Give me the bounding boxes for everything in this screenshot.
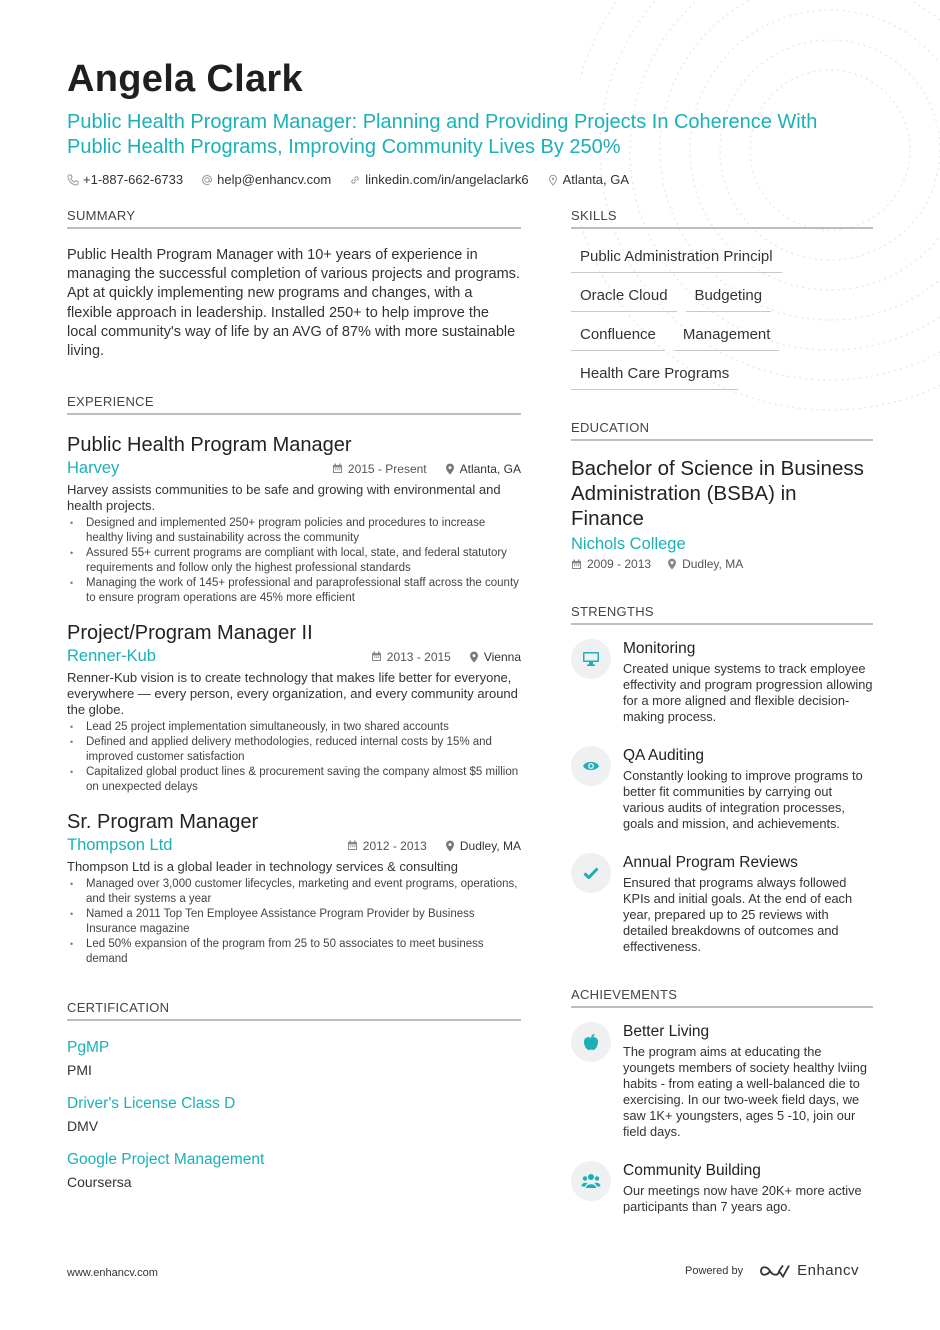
job-bullet: • Capitalized global product lines & procurement saving the company almost $5 million on unexpected delays bbox=[67, 765, 521, 795]
achievement-description: The program aims at educating the youngets members of society healthy lviing habits - from eating a well-balanced die to exercising. In our two-week field days, we saw 1K+ youngsters, ages 5 -10, join our field days. bbox=[623, 1044, 867, 1139]
skill-tag: Public Administration Principl bbox=[571, 241, 782, 273]
enhancv-logo-icon bbox=[759, 1263, 791, 1279]
job-dates: 2013 - 2015 bbox=[386, 649, 451, 664]
strength-title: QA Auditing bbox=[623, 747, 705, 764]
cert-issuer: DMV bbox=[67, 1118, 99, 1135]
summary-heading: SUMMARY bbox=[67, 208, 521, 229]
company-name: Thompson Ltd bbox=[67, 836, 173, 855]
job-bullet: • Led 50% expansion of the program from 25 to 50 associates to meet business demand bbox=[67, 937, 521, 967]
location-pin-icon bbox=[667, 558, 677, 570]
right-column bbox=[571, 208, 873, 1215]
strength-item bbox=[571, 639, 873, 725]
job-bullets bbox=[67, 877, 521, 967]
contact-location-text: Atlanta, GA bbox=[562, 172, 630, 187]
users-icon bbox=[571, 1161, 611, 1201]
degree: Bachelor of Science in Business Administration (BSBA) in Finance bbox=[571, 457, 864, 530]
footer-branding bbox=[685, 1262, 859, 1279]
job-entry bbox=[67, 809, 521, 967]
job-location: Dudley, MA bbox=[459, 838, 521, 853]
contact-location bbox=[547, 172, 629, 187]
summary-text: Public Health Program Manager with 10+ years of experience in managing the successful completion of various projects and programs. Apt at quickly implementing new programs and changes, with a flexible approach in leadership. Installed 250+ to help improve the local community's way of life by an AVG of 87% with more sustainable living. bbox=[67, 247, 520, 360]
candidate-headline: Public Health Program Manager: Planning and Providing Projects In Coherence With Public Health Programs, Improving Community Lives By 250% bbox=[67, 111, 818, 158]
location-pin-icon bbox=[469, 651, 479, 663]
calendar-icon bbox=[571, 559, 582, 570]
job-location: Vienna bbox=[483, 649, 521, 664]
job-title: Project/Program Manager II bbox=[67, 622, 313, 645]
strength-description: Created unique systems to track employee effectivity and program progression allowing for a more aligned and flexible decision-making process. bbox=[623, 661, 873, 724]
job-bullet: • Defined and applied delivery methodologies, reduced internal costs by 15% and improved customer satisfaction bbox=[67, 735, 521, 765]
job-bullet: • Assured 55+ current programs are compliant with local, state, and federal statutory requirements and follow only the highest professional standards bbox=[67, 546, 521, 576]
strength-description: Constantly looking to improve programs to better fit communities by carrying out various audits of integration processes, goals and mission, and achievements. bbox=[623, 768, 863, 831]
calendar-icon bbox=[347, 840, 358, 851]
contact-phone[interactable] bbox=[67, 172, 183, 187]
contact-phone-text: +1-887-662-6733 bbox=[83, 172, 184, 187]
strengths-heading: STRENGTHS bbox=[571, 604, 873, 625]
calendar-icon bbox=[332, 463, 343, 474]
location-pin-icon bbox=[445, 463, 455, 475]
experience-heading: EXPERIENCE bbox=[67, 394, 521, 415]
job-description: Harvey assists communities to be safe and growing with environmental and health projects. bbox=[67, 482, 501, 514]
job-bullets bbox=[67, 516, 521, 606]
skills-heading: SKILLS bbox=[571, 208, 873, 229]
monitor-icon bbox=[571, 639, 611, 679]
strengths-section bbox=[571, 604, 873, 955]
company-name: Harvey bbox=[67, 459, 120, 478]
footer-website[interactable]: www.enhancv.com bbox=[67, 1267, 158, 1279]
cert-item bbox=[67, 1094, 521, 1135]
achievement-description: Our meetings now have 20K+ more active participants than 7 years ago. bbox=[623, 1183, 862, 1214]
skills-list bbox=[571, 241, 873, 397]
job-dates: 2012 - 2013 bbox=[362, 838, 427, 853]
job-title: Sr. Program Manager bbox=[67, 811, 259, 834]
job-description: Renner-Kub vision is to create technology that makes life better for everyone, everywhere — every person, every organization, and every community around the globe. bbox=[67, 670, 518, 718]
cert-item bbox=[67, 1150, 521, 1191]
job-dates: 2015 - Present bbox=[347, 461, 427, 476]
skill-tag: Confluence bbox=[571, 319, 665, 351]
achievement-title: Better Living bbox=[623, 1023, 710, 1040]
certification-section bbox=[67, 1000, 521, 1191]
achievement-item bbox=[571, 1022, 873, 1140]
strength-item bbox=[571, 853, 873, 955]
cert-issuer: Coursersa bbox=[67, 1174, 132, 1191]
job-bullet: • Lead 25 project implementation simultaneously, in two shared accounts bbox=[67, 720, 521, 735]
skill-tag: Health Care Programs bbox=[571, 358, 738, 390]
skill-tag: Management bbox=[674, 319, 780, 351]
calendar-icon bbox=[371, 651, 382, 662]
job-bullet: • Managed over 3,000 customer lifecycles, marketing and event programs, operations, and their systems a year bbox=[67, 877, 521, 907]
eye-icon bbox=[571, 746, 611, 786]
link-icon bbox=[349, 174, 361, 186]
cert-item bbox=[67, 1038, 521, 1079]
contact-email[interactable] bbox=[201, 172, 331, 187]
location-pin-icon bbox=[547, 174, 559, 186]
checkmark-icon bbox=[571, 853, 611, 893]
candidate-name: Angela Clark bbox=[67, 58, 303, 100]
achievements-heading: ACHIEVEMENTS bbox=[571, 987, 873, 1008]
strength-description: Ensured that programs always followed KPIs and initial goals. At the end of each year, prepared up to 25 reviews with detailed breakdowns of outcomes and effectiveness. bbox=[623, 875, 853, 954]
education-section bbox=[571, 420, 873, 571]
resume-header bbox=[67, 58, 887, 187]
left-column bbox=[67, 208, 521, 1191]
job-title: Public Health Program Manager bbox=[67, 434, 352, 457]
job-bullet: • Named a 2011 Top Ten Employee Assistance Program Provider by Business Insurance magazine bbox=[67, 907, 521, 937]
cert-name: PgMP bbox=[67, 1039, 110, 1057]
strength-item bbox=[571, 746, 873, 832]
enhancv-logo[interactable] bbox=[759, 1262, 859, 1279]
powered-by-label: Powered by bbox=[685, 1264, 744, 1277]
cert-name: Google Project Management bbox=[67, 1151, 265, 1169]
contact-email-text: help@enhancv.com bbox=[217, 172, 332, 187]
cert-name: Driver's License Class D bbox=[67, 1095, 236, 1113]
phone-icon bbox=[67, 174, 79, 186]
skills-section bbox=[571, 208, 873, 397]
summary-section bbox=[67, 208, 521, 361]
location-pin-icon bbox=[445, 840, 455, 852]
contact-linkedin[interactable] bbox=[349, 172, 528, 187]
enhancv-brand-name: Enhancv bbox=[797, 1262, 859, 1279]
contact-bar bbox=[67, 172, 887, 187]
contact-linkedin-text: linkedin.com/in/angelaclark6 bbox=[365, 172, 529, 187]
job-entry bbox=[67, 620, 521, 795]
cert-issuer: PMI bbox=[67, 1062, 92, 1079]
achievement-item bbox=[571, 1161, 873, 1215]
company-name: Renner-Kub bbox=[67, 647, 156, 666]
education-dates: 2009 - 2013 bbox=[587, 557, 652, 571]
job-bullets bbox=[67, 720, 521, 795]
skill-tag: Budgeting bbox=[686, 280, 772, 312]
strength-title: Monitoring bbox=[623, 640, 696, 657]
school-name: Nichols College bbox=[571, 535, 686, 553]
skill-tag: Oracle Cloud bbox=[571, 280, 677, 312]
job-bullet: • Designed and implemented 250+ program policies and procedures to increase healthy living and sustainability across the community bbox=[67, 516, 521, 546]
job-entry bbox=[67, 432, 521, 606]
strength-title: Annual Program Reviews bbox=[623, 854, 798, 871]
job-location: Atlanta, GA bbox=[459, 461, 521, 476]
experience-section bbox=[67, 394, 521, 967]
certification-heading: CERTIFICATION bbox=[67, 1000, 521, 1021]
apple-icon bbox=[571, 1022, 611, 1062]
achievement-title: Community Building bbox=[623, 1162, 761, 1179]
education-location: Dudley, MA bbox=[682, 557, 744, 571]
education-heading: EDUCATION bbox=[571, 420, 873, 441]
at-icon bbox=[201, 174, 213, 186]
achievements-section bbox=[571, 987, 873, 1215]
job-description: Thompson Ltd is a global leader in technology services & consulting bbox=[67, 859, 458, 875]
job-bullet: • Managing the work of 145+ professional and paraprofessional staff across the county to ensure program operations are 45% more efficient bbox=[67, 576, 521, 606]
